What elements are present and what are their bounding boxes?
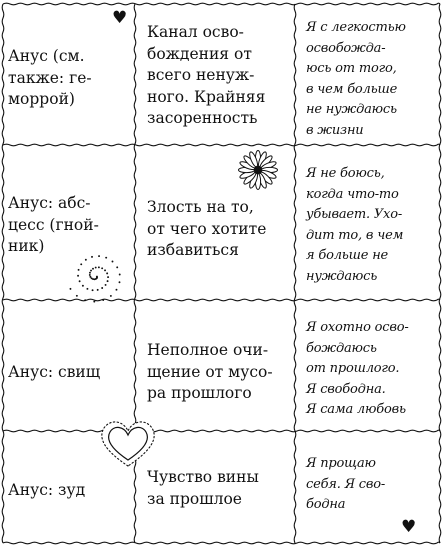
text-line: Я с легкостью (306, 20, 406, 35)
text-line: когда что-то (306, 186, 399, 202)
text-line: не нуждаюсь (306, 102, 397, 117)
row-1-cause (147, 22, 292, 130)
flower-icon (236, 146, 280, 194)
text-line: дит то, в чем (306, 227, 404, 243)
row-divider (3, 542, 440, 544)
text-line: освобожда- (306, 40, 386, 56)
text-line: Неполное очи- (147, 341, 269, 359)
row-1-affirmation (306, 18, 438, 141)
row-2-cause (147, 197, 292, 262)
column-divider (294, 4, 296, 543)
text-line: юсь от того, (306, 61, 397, 76)
text-line: Я прощаю (306, 456, 376, 471)
text-line: Злость на то, (147, 198, 254, 216)
text-line: ного. Крайняя (147, 87, 266, 106)
row-divider (3, 3, 440, 5)
text-line: Я не боюсь, (306, 166, 385, 181)
text-line: Я сама любовь (306, 402, 406, 417)
text-line: я больше не (306, 248, 389, 263)
row-3-affirmation (306, 318, 438, 421)
row-4-cause (147, 467, 292, 510)
row-3-condition (8, 362, 130, 384)
text-line: в чем больше (306, 81, 398, 97)
text-line: нуждаюсь (306, 268, 378, 284)
text-line: цесс (гной- (8, 215, 99, 234)
row-4-affirmation (306, 454, 438, 516)
text-line: себя. Я сво- (306, 476, 386, 492)
text-line: за прошлое (147, 489, 242, 508)
text-line: в жизни (306, 122, 364, 138)
text-line: Анус: зуд (8, 481, 86, 499)
row-divider (3, 430, 440, 432)
text-line: моррой) (8, 90, 75, 108)
text-line: избавиться (147, 241, 239, 259)
text-line: Анус (см. (8, 47, 85, 65)
row-3-cause (147, 340, 292, 405)
text-line: от прошлого. (306, 361, 400, 376)
row-1-condition (8, 46, 130, 111)
text-line: Чувство вины (147, 468, 259, 486)
text-line: засоренность (147, 109, 258, 127)
text-line: ра прошлого (147, 384, 252, 402)
text-line: бодна (306, 497, 346, 512)
text-line: Анус: свищ (8, 363, 101, 381)
text-line: всего ненуж- (147, 66, 255, 84)
text-line: Я свободна. (306, 381, 386, 397)
row-divider (3, 144, 440, 146)
text-line: бождаюсь (306, 340, 377, 356)
text-line: также: ге- (8, 68, 92, 87)
heart-icon: ♥ (401, 517, 417, 537)
heart-icon: ♥ (112, 8, 128, 28)
text-line: Я охотно осво- (306, 320, 409, 335)
column-divider (439, 4, 441, 543)
column-divider (2, 4, 4, 543)
text-line: убывает. Ухо- (306, 207, 403, 222)
text-line: Канал осво- (147, 23, 244, 41)
text-line: от чего хотите (147, 219, 267, 238)
text-line: щение от мусо- (147, 362, 273, 381)
text-line: ник) (8, 237, 45, 255)
dotted-heart-icon (96, 416, 160, 472)
row-4-condition (8, 480, 130, 502)
text-line: бождения от (147, 44, 252, 63)
row-2-affirmation (306, 164, 438, 287)
text-line: Анус: абс- (8, 194, 91, 212)
spiral-icon (62, 244, 126, 308)
